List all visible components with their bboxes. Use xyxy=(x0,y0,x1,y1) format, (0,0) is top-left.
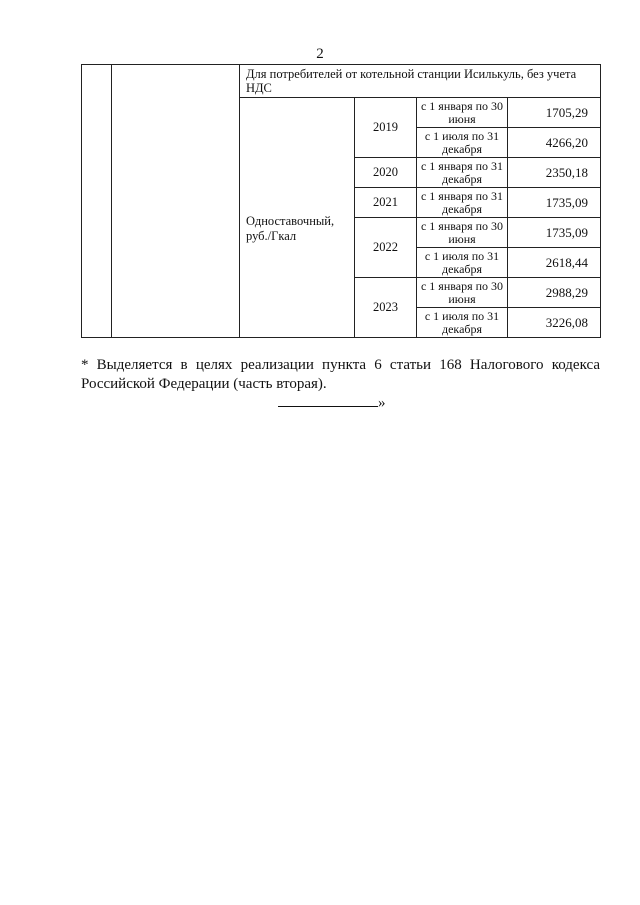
period-cell: с 1 июля по 31 декабря xyxy=(417,128,508,158)
period-cell: с 1 января по 30 июня xyxy=(417,98,508,128)
number-column-cell xyxy=(82,65,112,338)
period-cell: с 1 января по 30 июня xyxy=(417,278,508,308)
closing-quote-mark: » xyxy=(378,395,386,411)
period-cell: с 1 января по 30 июня xyxy=(417,218,508,248)
signature-underline xyxy=(278,394,378,407)
tariff-value-cell: 2988,29 xyxy=(508,278,601,308)
tariff-value-cell: 1735,09 xyxy=(508,188,601,218)
tariff-value-cell: 1705,29 xyxy=(508,98,601,128)
tariff-value-cell: 1735,09 xyxy=(508,218,601,248)
period-cell: с 1 июля по 31 декабря xyxy=(417,248,508,278)
year-cell: 2020 xyxy=(355,158,417,188)
year-cell: 2021 xyxy=(355,188,417,218)
year-cell: 2023 xyxy=(355,278,417,338)
tariff-value-cell: 4266,20 xyxy=(508,128,601,158)
closing-line xyxy=(278,394,386,413)
period-cell: с 1 июля по 31 декабря xyxy=(417,308,508,338)
organization-column-cell xyxy=(112,65,240,338)
consumer-group-header: Для потребителей от котельной станции Исилькуль, без учета НДС xyxy=(240,65,601,98)
rate-type-cell xyxy=(240,98,355,338)
tariff-value-cell: 3226,08 xyxy=(508,308,601,338)
page-number: 2 xyxy=(316,46,324,62)
rate-type-label: Одноставочный, руб./Гкал xyxy=(246,213,335,243)
year-cell: 2019 xyxy=(355,98,417,158)
year-cell: 2022 xyxy=(355,218,417,278)
period-cell: с 1 января по 31 декабря xyxy=(417,188,508,218)
footnote: * Выделяется в целях реализации пункта 6 статьи 168 Налогового кодекса Российской Федерации (часть вторая). xyxy=(81,357,600,392)
tariff-value-cell: 2350,18 xyxy=(508,158,601,188)
period-cell: с 1 января по 31 декабря xyxy=(417,158,508,188)
tariff-table xyxy=(81,64,601,338)
table-row xyxy=(82,65,601,98)
tariff-value-cell: 2618,44 xyxy=(508,248,601,278)
